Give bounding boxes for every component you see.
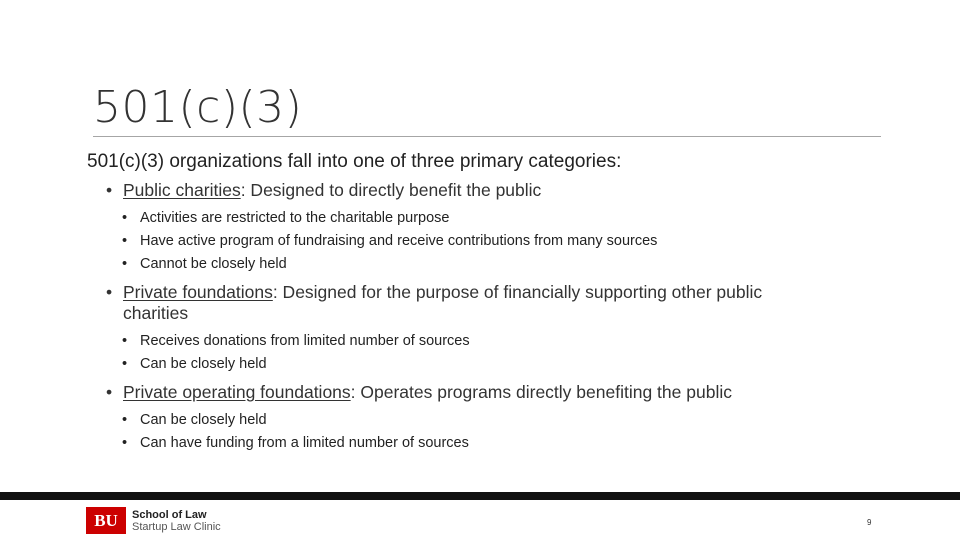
sub-list bbox=[122, 207, 887, 276]
category-private-foundations bbox=[106, 282, 813, 324]
list-item-text: Have active program of fundraising and receive contributions from many sources bbox=[140, 233, 658, 249]
category-description: : Designed to directly benefit the public bbox=[240, 180, 542, 200]
title-divider bbox=[93, 136, 881, 137]
bullet-icon: • bbox=[122, 412, 128, 428]
category-description: : Designed for the purpose of financially supporting other public charities bbox=[123, 282, 763, 323]
list-item-text: Can be closely held bbox=[140, 412, 267, 428]
list-item-text: Activities are restricted to the charitable purpose bbox=[140, 210, 450, 226]
category-term: Private operating foundations bbox=[123, 382, 351, 402]
list-item bbox=[122, 353, 887, 376]
list-item bbox=[122, 432, 887, 455]
list-item-text: Can be closely held bbox=[140, 356, 267, 372]
bullet-icon: • bbox=[106, 382, 113, 402]
sub-list bbox=[122, 409, 887, 455]
bullet-icon: • bbox=[122, 256, 128, 272]
bullet-icon: • bbox=[122, 210, 128, 226]
bu-law-logo bbox=[86, 507, 221, 534]
bullet-icon: • bbox=[122, 435, 128, 451]
intro-text: 501(c)(3) organizations fall into one of three primary categories: bbox=[87, 151, 622, 172]
category-private-operating-foundations bbox=[106, 382, 887, 403]
list-item-text: Receives donations from limited number of sources bbox=[140, 333, 470, 349]
category-description: : Operates programs directly benefiting the public bbox=[350, 382, 732, 402]
page-number: 9 bbox=[867, 518, 872, 527]
list-item-text: Cannot be closely held bbox=[140, 256, 287, 272]
bullet-icon: • bbox=[122, 356, 128, 372]
bullet-icon: • bbox=[106, 180, 113, 200]
list-item bbox=[122, 253, 887, 276]
logo-clinic-name: Startup Law Clinic bbox=[132, 520, 221, 533]
category-term: Private foundations bbox=[123, 282, 273, 302]
logo-school-name: School of Law bbox=[132, 508, 207, 521]
sub-list bbox=[122, 330, 887, 376]
bullet-icon: • bbox=[122, 333, 128, 349]
slide-body bbox=[87, 150, 887, 455]
category-term: Public charities bbox=[123, 180, 241, 200]
footer-bar bbox=[0, 492, 960, 500]
bullet-icon: • bbox=[106, 282, 113, 302]
category-public-charities bbox=[106, 180, 887, 201]
list-item bbox=[122, 330, 887, 353]
list-item-text: Can have funding from a limited number of sources bbox=[140, 435, 469, 451]
slide-title: 501(c)(3) bbox=[93, 82, 303, 133]
list-item bbox=[122, 409, 887, 432]
bullet-icon: • bbox=[122, 233, 128, 249]
list-item bbox=[122, 207, 887, 230]
logo-text bbox=[132, 509, 221, 533]
bu-logo-mark: BU bbox=[86, 507, 126, 534]
list-item bbox=[122, 230, 887, 253]
